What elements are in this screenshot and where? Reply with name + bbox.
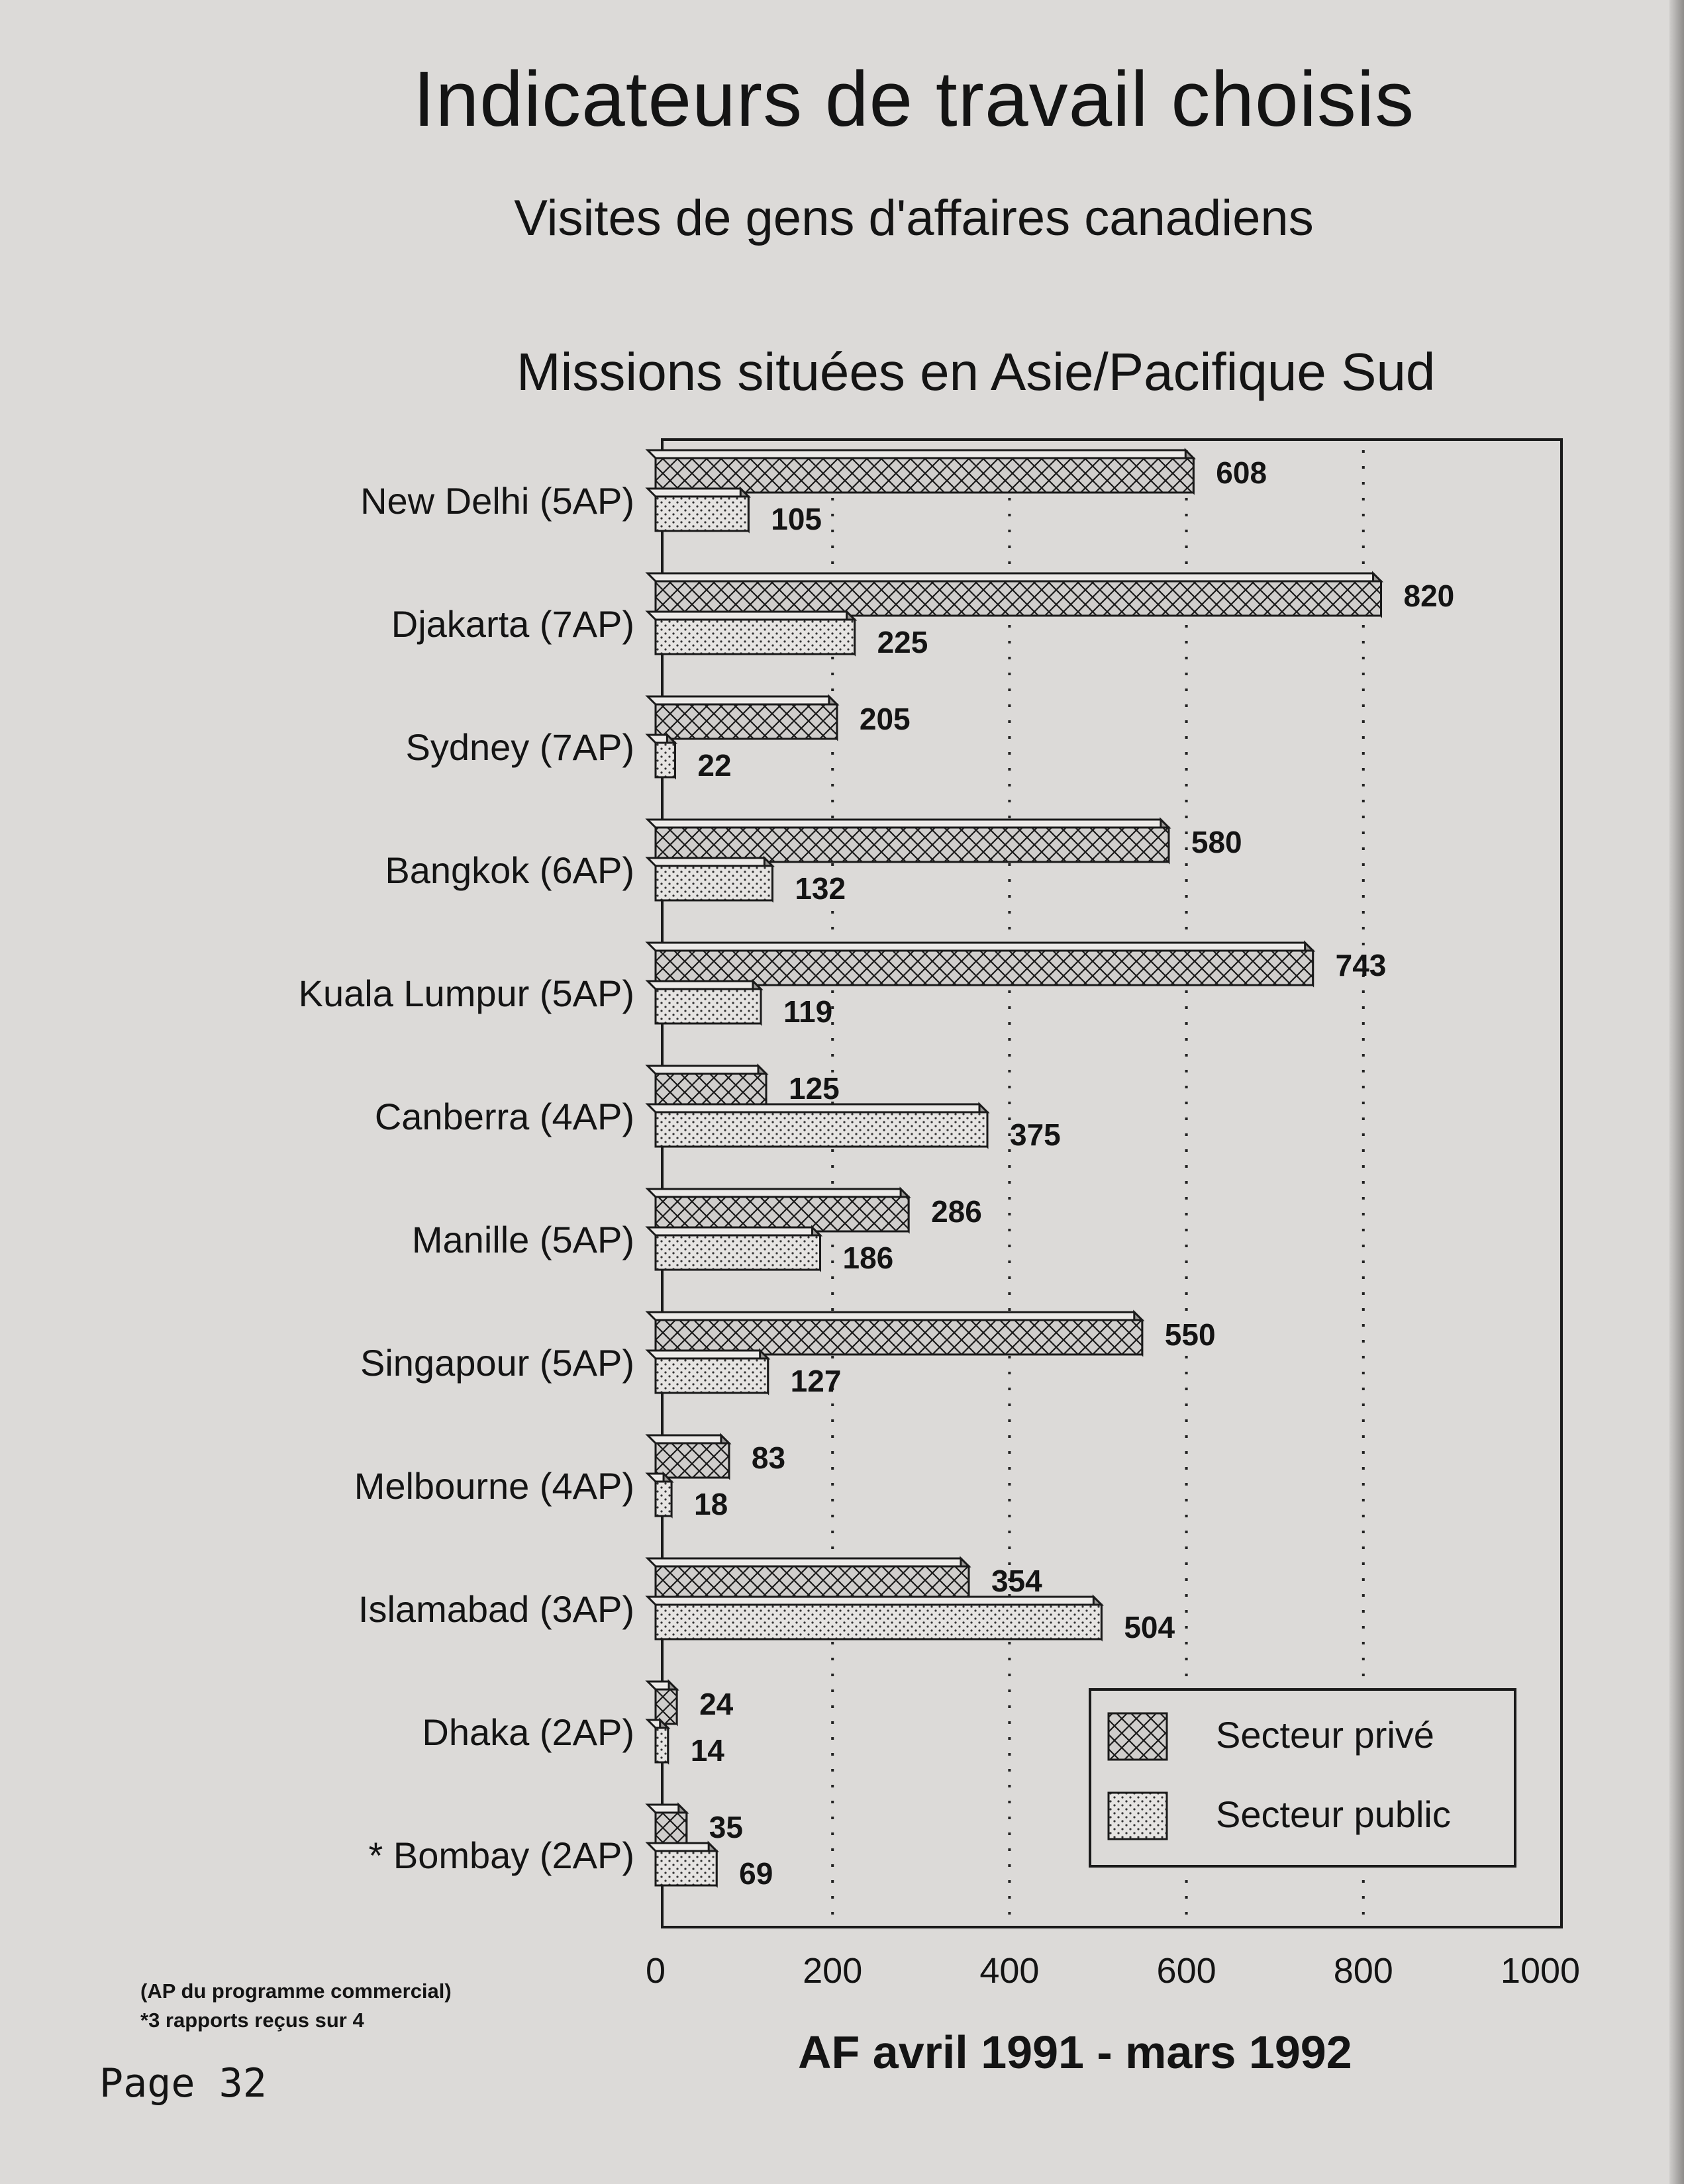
bar-public bbox=[648, 735, 675, 777]
bar-private bbox=[648, 1805, 687, 1847]
legend-label: Secteur privé bbox=[1216, 1714, 1434, 1756]
bar-public bbox=[648, 1474, 671, 1516]
footnote-reports: *3 rapports reçus sur 4 bbox=[140, 2009, 364, 2032]
legend-swatch bbox=[1109, 1713, 1167, 1760]
category-label: Dhaka (2AP) bbox=[422, 1711, 634, 1753]
data-label: 580 bbox=[1191, 825, 1242, 859]
data-label: 105 bbox=[771, 502, 822, 536]
data-label: 286 bbox=[931, 1194, 982, 1229]
data-label: 186 bbox=[842, 1241, 894, 1275]
x-tick-label: 600 bbox=[1156, 1951, 1216, 1991]
bar-public bbox=[648, 1227, 820, 1270]
bar-private bbox=[648, 1189, 909, 1231]
data-label: 35 bbox=[709, 1810, 743, 1844]
category-label: Singapour (5AP) bbox=[360, 1342, 634, 1384]
fiscal-period: AF avril 1991 - mars 1992 bbox=[798, 2026, 1352, 2078]
bar-private bbox=[648, 820, 1169, 862]
x-tick-label: 200 bbox=[803, 1951, 863, 1991]
data-label: 125 bbox=[789, 1071, 840, 1106]
data-label: 743 bbox=[1335, 948, 1387, 982]
data-label: 14 bbox=[690, 1733, 724, 1768]
data-label: 375 bbox=[1010, 1117, 1061, 1152]
bar-public bbox=[648, 1720, 668, 1762]
data-label: 550 bbox=[1164, 1317, 1216, 1352]
data-label: 24 bbox=[699, 1687, 734, 1721]
page-subtitle: Visites de gens d'affaires canadiens bbox=[514, 190, 1314, 246]
x-tick-label: 1000 bbox=[1500, 1951, 1581, 1991]
bar-public bbox=[648, 1104, 987, 1147]
legend-label: Secteur public bbox=[1216, 1793, 1451, 1835]
x-tick-label: 400 bbox=[979, 1951, 1040, 1991]
bar-private bbox=[648, 1558, 969, 1601]
data-label: 127 bbox=[790, 1364, 842, 1398]
bar-private bbox=[648, 1312, 1142, 1354]
data-label: 820 bbox=[1403, 579, 1455, 613]
bar-private bbox=[648, 1682, 677, 1724]
category-label: Sydney (7AP) bbox=[405, 726, 634, 768]
bar-public bbox=[648, 1843, 717, 1885]
x-tick-label: 800 bbox=[1333, 1951, 1393, 1991]
category-label: Kuala Lumpur (5AP) bbox=[298, 973, 634, 1014]
data-label: 119 bbox=[783, 994, 833, 1029]
bar-public bbox=[648, 981, 761, 1023]
category-label: Bangkok (6AP) bbox=[385, 849, 634, 891]
category-label: Canberra (4AP) bbox=[374, 1096, 634, 1137]
legend-swatch bbox=[1109, 1793, 1167, 1839]
data-label: 608 bbox=[1216, 455, 1267, 490]
data-label: 132 bbox=[795, 871, 846, 906]
bar-public bbox=[648, 612, 855, 654]
chart-title: Missions situées en Asie/Pacifique Sud bbox=[517, 342, 1436, 401]
data-label: 354 bbox=[991, 1564, 1042, 1598]
bar-private bbox=[648, 450, 1193, 493]
category-label: Islamabad (3AP) bbox=[358, 1588, 634, 1630]
x-tick-label: 0 bbox=[645, 1951, 666, 1991]
data-label: 18 bbox=[694, 1487, 728, 1521]
data-label: 205 bbox=[859, 702, 911, 736]
bar-private bbox=[648, 943, 1313, 985]
data-label: 69 bbox=[739, 1856, 773, 1891]
bar-public bbox=[648, 858, 772, 900]
bar-public bbox=[648, 489, 748, 531]
bar-private bbox=[648, 573, 1381, 616]
data-label: 504 bbox=[1124, 1610, 1175, 1644]
page-title: Indicateurs de travail choisis bbox=[413, 56, 1415, 143]
bar-public bbox=[648, 1597, 1101, 1639]
data-label: 225 bbox=[877, 625, 928, 659]
bar-private bbox=[648, 1066, 766, 1108]
page-number: Page 32 bbox=[99, 2060, 267, 2107]
category-label: Manille (5AP) bbox=[411, 1219, 634, 1260]
footnote-trade-program: (AP du programme commercial) bbox=[140, 1979, 452, 2003]
bar-private bbox=[648, 1435, 729, 1478]
bar-private bbox=[648, 696, 837, 739]
category-label: * Bombay (2AP) bbox=[368, 1834, 634, 1876]
bar-public bbox=[648, 1351, 768, 1393]
category-label: New Delhi (5AP) bbox=[360, 480, 634, 522]
category-label: Djakarta (7AP) bbox=[391, 603, 634, 645]
data-label: 22 bbox=[697, 748, 732, 783]
legend bbox=[1090, 1689, 1515, 1866]
category-label: Melbourne (4AP) bbox=[354, 1465, 634, 1507]
data-label: 83 bbox=[751, 1441, 786, 1475]
